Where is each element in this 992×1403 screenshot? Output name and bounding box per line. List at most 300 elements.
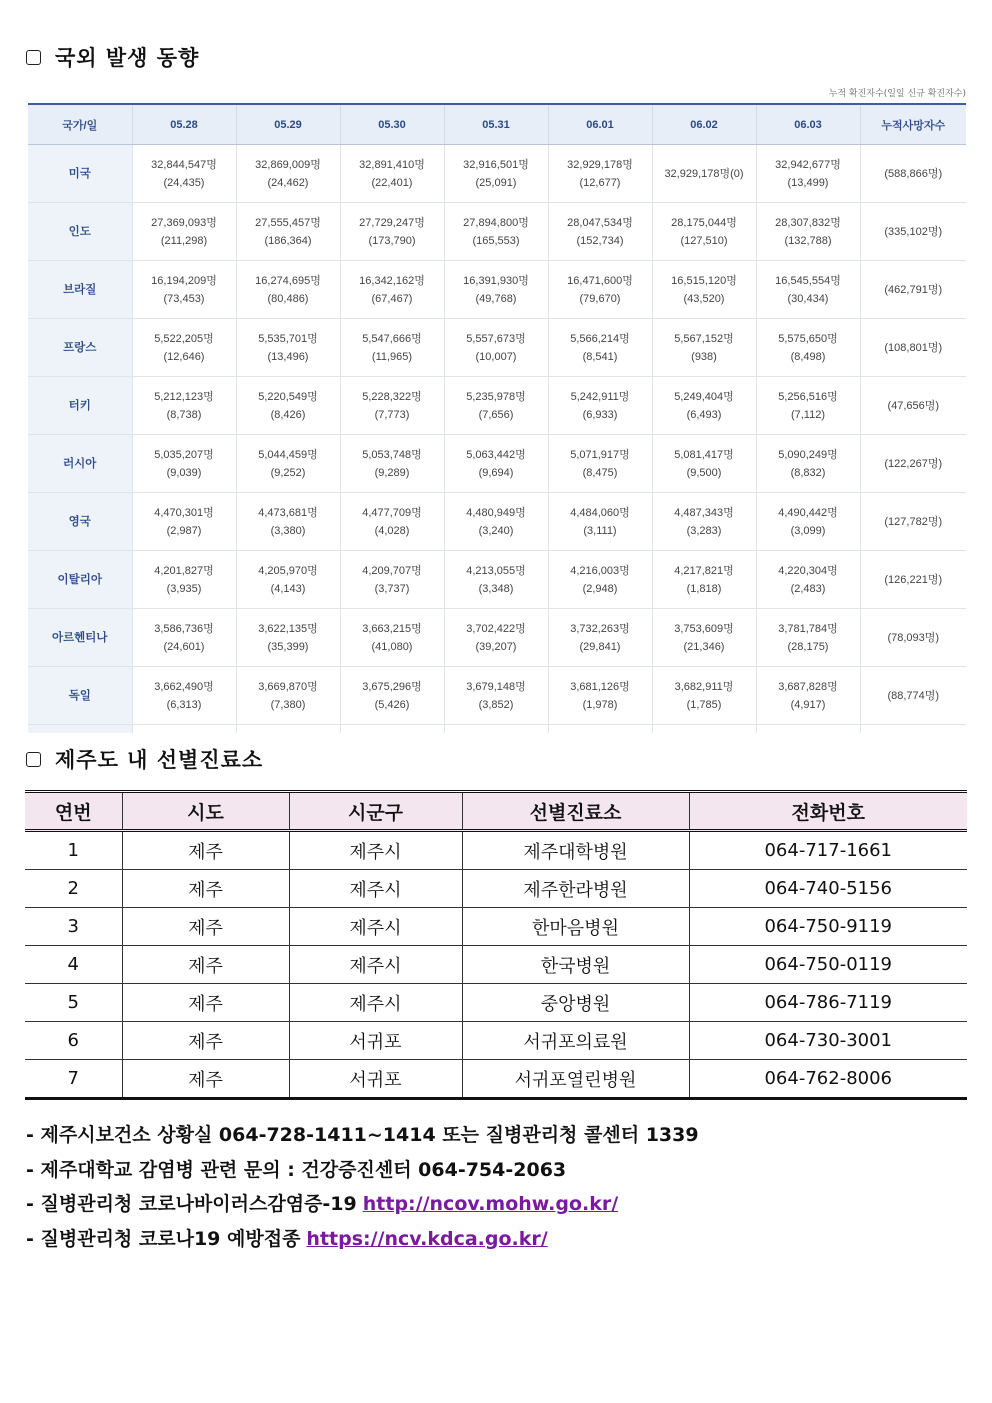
case-cell [548,551,652,609]
case-value: 5,081,417명 [674,448,734,461]
clinic-cell: 4 [25,946,122,984]
case-value: (73,453) [163,292,205,305]
case-cell [444,377,548,435]
case-value: (49,768) [475,292,517,305]
world-header-cell: 06.01 [548,104,652,145]
case-value: 3,781,784명 [778,622,838,635]
note-text: - 질병관리청 코로나19 예방접종 [26,1227,301,1250]
case-value: (3,283) [686,524,722,537]
case-value: 5,235,978명 [466,390,526,403]
case-cell [444,551,548,609]
case-value: (211,298) [160,234,208,247]
contact-notes [26,1118,699,1256]
case-cell [548,493,652,551]
case-cell [132,145,236,203]
case-value: (79,670) [579,292,621,305]
clinic-header-cell: 시군구 [289,792,462,831]
case-cell [652,435,756,493]
case-value: 3,679,148명 [466,680,526,693]
deaths-cell: (122,267명) [860,435,966,493]
case-value: (4,028) [374,524,410,537]
case-value: (127,510) [680,234,728,247]
case-value: 32,844,547명 [151,158,217,171]
table-row [28,667,966,725]
case-value: (3,240) [478,524,514,537]
deaths-cell: (335,102명) [860,203,966,261]
case-cell [652,203,756,261]
case-value: 16,545,554명 [775,274,841,287]
case-value: (132,788) [784,234,832,247]
case-value: (3,111) [583,524,617,537]
world-header-cell: 06.03 [756,104,860,145]
empty-cell [236,725,340,734]
unit-note: 누적 확진자수(일일 신규 확진자수) [828,89,966,99]
case-value: (11,965) [371,350,413,363]
table-row-tail [28,725,966,734]
case-cell [652,667,756,725]
case-cell [444,203,548,261]
case-cell [340,203,444,261]
case-value: (29,841) [579,640,621,653]
case-value: 32,929,178명(0) [664,167,744,180]
table-row [28,551,966,609]
case-value: 4,490,442명 [778,506,838,519]
clinic-cell: 064-762-8006 [689,1060,967,1099]
note-line [26,1187,699,1222]
case-value: 5,228,322명 [362,390,422,403]
case-value: 27,729,247명 [359,216,425,229]
checkbox-icon [26,752,41,767]
case-value: 5,249,404명 [674,390,734,403]
world-section-heading [26,42,199,72]
clinic-cell: 서귀포 [289,1060,462,1099]
table-row [28,609,966,667]
case-value: (3,852) [478,698,514,711]
case-value: (3,099) [790,524,826,537]
case-value: (12,677) [579,176,621,189]
case-value: 32,916,501명 [463,158,529,171]
case-cell [548,261,652,319]
country-cell: 프랑스 [28,319,132,377]
case-value: (43,520) [683,292,725,305]
case-cell [652,493,756,551]
clinic-cell: 제주시 [289,870,462,908]
deaths-cell: (126,221명) [860,551,966,609]
case-cell [132,377,236,435]
case-value: 16,342,162명 [359,274,425,287]
case-value: 4,477,709명 [362,506,422,519]
case-value: (3,737) [374,582,410,595]
case-cell [548,667,652,725]
case-value: (24,462) [267,176,309,189]
case-value: 3,663,215명 [362,622,422,635]
case-value: (80,486) [267,292,309,305]
clinic-cell: 7 [25,1060,122,1099]
case-value: (7,773) [374,408,410,421]
deaths-cell: (88,774명) [860,667,966,725]
empty-cell [756,725,860,734]
clinic-cell: 064-740-5156 [689,870,967,908]
clinic-cell: 한마음병원 [462,908,689,946]
case-value: (173,790) [368,234,416,247]
case-value: (2,987) [166,524,202,537]
case-value: (24,601) [163,640,205,653]
case-cell [444,609,548,667]
case-value: (186,364) [264,234,312,247]
case-cell [652,319,756,377]
world-header-cell: 06.02 [652,104,756,145]
case-cell [236,203,340,261]
case-value: 4,220,304명 [778,564,838,577]
country-cell: 아르헨티나 [28,609,132,667]
case-value: 4,480,949명 [466,506,526,519]
case-cell [340,319,444,377]
case-value: 16,194,209명 [151,274,217,287]
case-value: (6,933) [582,408,618,421]
case-cell [444,145,548,203]
case-cell [756,551,860,609]
country-cell: 이탈리아 [28,551,132,609]
clinic-cell: 064-750-0119 [689,946,967,984]
case-cell [756,319,860,377]
country-cell: 미국 [28,145,132,203]
case-value: 5,220,549명 [258,390,318,403]
case-value: (13,496) [267,350,309,363]
case-value: 16,515,120명 [671,274,737,287]
note-line [26,1222,699,1257]
case-value: (4,917) [790,698,826,711]
case-cell [756,145,860,203]
case-value: (25,091) [475,176,517,189]
case-value: 27,894,800명 [463,216,529,229]
case-value: 5,063,442명 [466,448,526,461]
empty-cell [652,725,756,734]
case-cell [548,203,652,261]
case-value: (2,483) [790,582,826,595]
case-value: 3,669,870명 [258,680,318,693]
clinic-table [25,790,967,1100]
clinic-cell: 한국병원 [462,946,689,984]
case-cell [340,609,444,667]
case-cell [132,609,236,667]
clinic-cell: 064-750-9119 [689,908,967,946]
case-cell [236,435,340,493]
case-value: 3,753,609명 [674,622,734,635]
world-header-cell: 05.31 [444,104,548,145]
clinic-header-cell: 선별진료소 [462,792,689,831]
case-value: 3,682,911명 [674,680,734,693]
table-row [25,1060,967,1099]
case-value: (24,435) [163,176,205,189]
empty-cell [132,725,236,734]
table-row [25,946,967,984]
world-header-cell: 국가/일 [28,104,132,145]
case-value: (9,289) [374,466,410,479]
empty-cell [340,725,444,734]
note-link[interactable]: http://ncov.mohw.go.kr/ [362,1193,619,1215]
case-value: 32,869,009명 [255,158,321,171]
case-cell [756,435,860,493]
empty-cell [28,725,132,734]
deaths-cell: (108,801명) [860,319,966,377]
case-cell [756,261,860,319]
case-value: (6,493) [686,408,722,421]
case-value: (35,399) [267,640,309,653]
note-text: - 질병관리청 코로나바이러스감염증-19 [26,1193,357,1215]
case-value: (4,143) [270,582,306,595]
case-value: 28,307,832명 [775,216,841,229]
case-cell [340,261,444,319]
case-value: 3,687,828명 [778,680,838,693]
case-value: 16,274,695명 [255,274,321,287]
world-header-cell: 05.28 [132,104,236,145]
case-value: 32,929,178명 [567,158,633,171]
world-section-title: 국외 발생 동향 [55,46,200,70]
case-cell [340,377,444,435]
case-value: 4,216,003명 [570,564,630,577]
case-value: (10,007) [475,350,517,363]
case-cell [132,261,236,319]
case-value: (2,948) [582,582,618,595]
case-value: (8,426) [270,408,306,421]
case-cell [236,145,340,203]
case-cell [444,667,548,725]
table-row [25,1022,967,1060]
case-cell [756,609,860,667]
case-value: 5,212,123명 [154,390,214,403]
case-cell [132,551,236,609]
case-cell [444,261,548,319]
case-cell [340,435,444,493]
case-value: (3,348) [478,582,514,595]
case-value: (30,434) [787,292,829,305]
clinic-cell: 064-786-7119 [689,984,967,1022]
case-value: 3,702,422명 [466,622,526,635]
case-value: 3,681,126명 [570,680,630,693]
case-value: (1,978) [582,698,618,711]
table-row [25,984,967,1022]
case-cell [444,493,548,551]
country-cell: 터키 [28,377,132,435]
note-line [26,1118,699,1153]
case-value: 5,566,214명 [570,332,630,345]
table-row [28,435,966,493]
case-value: (6,313) [166,698,202,711]
note-text: - 제주시보건소 상황실 064-728-1411~1414 또는 질병관리청 콜센터 1339 [26,1124,699,1146]
case-cell [340,493,444,551]
case-cell [444,319,548,377]
deaths-cell: (47,656명) [860,377,966,435]
case-cell [132,435,236,493]
case-value: 5,557,673명 [466,332,526,345]
case-value: 5,522,205명 [154,332,214,345]
table-row [28,145,966,203]
case-value: 5,547,666명 [362,332,422,345]
case-value: (8,832) [790,466,826,479]
case-cell [756,667,860,725]
world-cases-table [28,103,966,733]
case-cell [236,319,340,377]
case-value: (9,500) [686,466,722,479]
case-value: 3,622,135명 [258,622,318,635]
case-value: (7,380) [270,698,306,711]
case-cell [340,551,444,609]
case-cell [340,145,444,203]
clinic-cell: 제주 [122,908,289,946]
note-line [26,1153,699,1188]
deaths-cell: (462,791명) [860,261,966,319]
case-value: (8,738) [166,408,202,421]
case-value: (8,498) [790,350,826,363]
clinic-cell: 제주 [122,946,289,984]
world-header-cell: 누적사망자수 [860,104,966,145]
deaths-cell: (127,782명) [860,493,966,551]
country-cell: 브라질 [28,261,132,319]
clinic-cell: 1 [25,831,122,870]
clinic-cell: 제주 [122,1060,289,1099]
case-value: (1,785) [686,698,722,711]
clinic-cell: 제주대학병원 [462,831,689,870]
case-value: (938) [691,350,717,363]
case-cell [340,667,444,725]
case-cell [652,145,756,203]
case-cell [756,203,860,261]
case-cell [652,609,756,667]
note-link[interactable]: https://ncv.kdca.go.kr/ [306,1227,548,1250]
case-cell [132,203,236,261]
deaths-cell: (588,866명) [860,145,966,203]
case-value: 5,090,249명 [778,448,838,461]
country-cell: 독일 [28,667,132,725]
clinic-cell: 3 [25,908,122,946]
world-header-row [28,104,966,145]
case-cell [756,377,860,435]
case-value: (3,935) [166,582,202,595]
case-value: 4,205,970명 [258,564,318,577]
deaths-cell: (78,093명) [860,609,966,667]
case-value: (9,039) [166,466,202,479]
case-value: 5,575,650명 [778,332,838,345]
case-value: 4,201,827명 [154,564,214,577]
case-cell [236,609,340,667]
case-cell [132,493,236,551]
table-row [25,831,967,870]
country-cell: 러시아 [28,435,132,493]
case-value: 27,369,093명 [151,216,217,229]
case-value: (8,541) [582,350,618,363]
case-value: 4,487,343명 [674,506,734,519]
table-row [28,261,966,319]
case-value: (7,656) [478,408,514,421]
case-value: 5,053,748명 [362,448,422,461]
case-value: (39,207) [475,640,517,653]
case-value: (7,112) [790,408,826,421]
case-value: 3,732,263명 [570,622,630,635]
case-cell [444,435,548,493]
case-value: 3,586,736명 [154,622,214,635]
clinic-header-cell: 전화번호 [689,792,967,831]
world-header-cell: 05.30 [340,104,444,145]
case-value: 4,484,060명 [570,506,630,519]
clinic-header-cell: 시도 [122,792,289,831]
case-value: 5,044,459명 [258,448,318,461]
case-cell [652,551,756,609]
case-value: 4,213,055명 [466,564,526,577]
case-value: 5,242,911명 [570,390,630,403]
case-value: 16,471,600명 [567,274,633,287]
case-value: (21,346) [683,640,725,653]
case-value: 4,473,681명 [258,506,318,519]
clinic-header-row [25,792,967,831]
clinic-cell: 064-717-1661 [689,831,967,870]
clinic-cell: 064-730-3001 [689,1022,967,1060]
table-row [25,908,967,946]
case-value: (67,467) [371,292,413,305]
case-value: 16,391,930명 [463,274,529,287]
case-cell [652,261,756,319]
clinic-cell: 제주한라병원 [462,870,689,908]
case-value: (152,734) [576,234,624,247]
empty-cell [548,725,652,734]
case-cell [236,551,340,609]
case-value: (5,426) [374,698,410,711]
case-value: 28,047,534명 [567,216,633,229]
case-value: (13,499) [787,176,829,189]
clinic-cell: 제주 [122,870,289,908]
table-row [25,870,967,908]
case-value: 4,209,707명 [362,564,422,577]
case-cell [132,319,236,377]
case-cell [548,377,652,435]
case-cell [236,377,340,435]
case-value: (3,380) [270,524,306,537]
case-value: (1,818) [686,582,722,595]
case-value: (28,175) [787,640,829,653]
clinic-cell: 서귀포 [289,1022,462,1060]
case-cell [756,493,860,551]
case-value: 5,256,516명 [778,390,838,403]
case-value: 5,035,207명 [154,448,214,461]
clinic-cell: 6 [25,1022,122,1060]
clinic-cell: 제주시 [289,831,462,870]
case-value: (41,080) [371,640,413,653]
country-cell: 영국 [28,493,132,551]
country-cell: 인도 [28,203,132,261]
note-text: - 제주대학교 감염병 관련 문의 : 건강증진센터 064-754-2063 [26,1158,567,1181]
checkbox-icon [26,50,41,65]
case-value: (9,694) [478,466,514,479]
table-row [28,203,966,261]
clinic-cell: 제주시 [289,984,462,1022]
case-cell [236,493,340,551]
table-row [28,493,966,551]
clinic-cell: 5 [25,984,122,1022]
clinic-cell: 제주 [122,984,289,1022]
empty-cell [860,725,966,734]
case-value: (9,252) [270,466,306,479]
clinic-cell: 제주 [122,831,289,870]
case-value: 3,662,490명 [154,680,214,693]
case-value: 3,675,296명 [362,680,422,693]
case-cell [548,145,652,203]
clinic-header-cell: 연번 [25,792,122,831]
clinic-section-title: 제주도 내 선별진료소 [55,748,264,772]
case-value: 28,175,044명 [671,216,737,229]
table-row [28,319,966,377]
case-cell [236,667,340,725]
clinic-cell: 2 [25,870,122,908]
case-value: 4,217,821명 [674,564,734,577]
